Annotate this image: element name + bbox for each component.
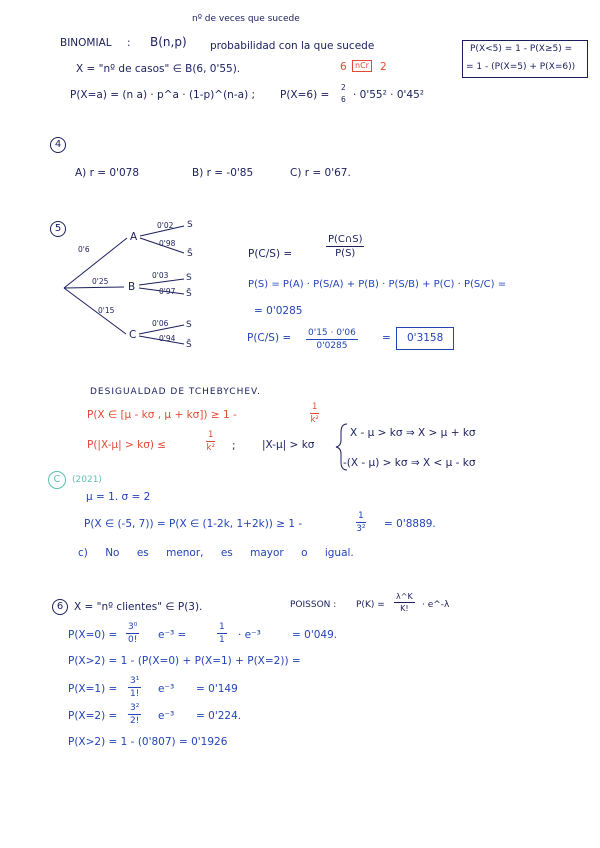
tree-c-s: 0'06 (152, 319, 169, 328)
problem4-number: 4 (50, 137, 66, 153)
p0-frac-num: 1 (219, 622, 225, 632)
binomial-variable: X = "nº de casos" ∈ B(6, 0'55). (76, 63, 241, 75)
tree-branch-b: 0'25 (92, 277, 109, 286)
cheb-ineq2-lhs: P(|X-μ| > kσ) ≤ (87, 439, 167, 451)
p1-lhs: P(X=1) = (68, 683, 118, 695)
total-value: = 0'0285 (254, 305, 303, 317)
problemC-answer: c) No es menor, es mayor o igual. (78, 547, 354, 559)
binomial-colon: : (127, 37, 131, 49)
problemC-params: μ = 1. σ = 2 (86, 491, 151, 503)
poisson-den: K! (400, 604, 409, 613)
note-n: nº de veces que sucede (192, 14, 300, 24)
tree-branch-c: 0'15 (98, 306, 115, 315)
poisson-lhs: P(K) = (356, 600, 385, 610)
total-probability: P(S) = P(A) · P(S/A) + P(B) · P(S/B) + P(C) · P(S/C) = (248, 279, 507, 290)
p2-num: 3² (130, 703, 140, 713)
complement-line2: = 1 - (P(X=5) + P(X=6)) (466, 62, 576, 72)
p4-answer-c: C) r = 0'67. (290, 167, 351, 179)
leaf-b-s: S (186, 273, 192, 283)
note-p: probabilidad con la que sucede (210, 40, 375, 52)
red-six: 6 (340, 61, 347, 73)
tree-a-notS: 0'98 (159, 239, 176, 248)
problemC-result: = 0'8889. (384, 518, 436, 530)
result-den: 0'0285 (316, 341, 348, 351)
poisson-fraction (394, 592, 415, 613)
bayes-lhs: P(C/S) = (248, 248, 293, 260)
tree-b-s: 0'03 (152, 271, 169, 280)
problem5-number: 5 (50, 221, 66, 237)
cheb-ineq2-num: 1 (208, 430, 214, 440)
cheb-abs-cond: |X-μ| > kσ (262, 439, 315, 451)
tree-node-c: C (129, 329, 137, 341)
leaf-c-notS: S̄ (186, 340, 192, 350)
tree-branch-a: 0'6 (78, 245, 90, 254)
result-eq: = (382, 332, 391, 344)
pgt2-expand: P(X>2) = 1 - (P(X=0) + P(X=1) + P(X=2)) = (68, 655, 301, 667)
p0-num: 3⁰ (128, 622, 138, 632)
red-two: 2 (380, 61, 387, 73)
p0-fraction2 (217, 622, 227, 645)
p0-frac-den: 1 (219, 635, 225, 645)
p0-fraction (126, 622, 139, 645)
cheb-ineq1-lhs: P(X ∈ [μ - kσ , μ + kσ]) ≥ 1 - (87, 409, 237, 421)
leaf-c-s: S (186, 320, 192, 330)
p2-lhs: P(X=2) = (68, 710, 118, 722)
p1-result: = 0'149 (196, 683, 238, 695)
problem6-number: 6 (52, 599, 68, 615)
binomial-title: BINOMIAL (60, 37, 112, 49)
p2-result: = 0'224. (196, 710, 242, 722)
p6-rhs: · 0'55² · 0'45² (353, 89, 424, 101)
result-boxed: 0'3158 (396, 327, 454, 350)
p4-answer-b: B) r = -0'85 (192, 167, 254, 179)
p0-exp: e⁻³ = (158, 629, 187, 641)
p1-exp: e⁻³ (158, 683, 175, 695)
problemC-fraction (356, 511, 366, 534)
tree-a-s: 0'02 (157, 221, 174, 230)
p2-exp: e⁻³ (158, 710, 175, 722)
pgt2-final: P(X>2) = 1 - (0'807) = 0'1926 (68, 736, 228, 748)
poisson-num: λ^K (396, 592, 413, 601)
p4-answer-a: A) r = 0'078 (75, 167, 140, 179)
p0-exp2: · e⁻³ (238, 629, 261, 641)
tree-c-notS: 0'94 (159, 334, 176, 343)
complement-line1: P(X<5) = 1 - P(X≥5) = (470, 44, 573, 54)
p2-den: 2! (130, 716, 140, 726)
leaf-a-notS: S̄ (187, 249, 193, 259)
problemC-frac-den: 3² (356, 524, 366, 534)
problemC-letter: C (48, 471, 66, 489)
tree-node-a: A (130, 231, 138, 243)
cheb-ineq2-tail: ; (232, 440, 236, 452)
cheb-case1: X - μ > kσ ⇒ X > μ + kσ (350, 427, 476, 439)
p1-fraction (128, 676, 141, 699)
p1-num: 3¹ (130, 676, 140, 686)
cheb-ineq1-den: k² (310, 415, 319, 425)
problemC-frac-num: 1 (358, 511, 364, 521)
result-lhs: P(C/S) = (247, 332, 292, 344)
cheb-case2: -(X - μ) > kσ ⇒ X < μ - kσ (343, 457, 476, 469)
bayes-num: P(C∩S) (328, 234, 363, 245)
p6-binom-top: 2 (341, 83, 346, 92)
chebyshev-title: DESIGUALDAD DE TCHEBYCHEV. (90, 387, 261, 397)
binomial-notation: B(n,p) (150, 35, 187, 49)
p6-variable: X = "nº clientes" ∈ P(3). (74, 601, 203, 613)
p6-binom-bottom: 6 (341, 95, 346, 104)
problemC-prob-eq: P(X ∈ (-5, 7)) = P(X ∈ (1-2k, 1+2k)) ≥ 1 - (84, 518, 303, 530)
binomial-pmf: P(X=a) = (n a) · p^a · (1-p)^(n-a) ; (70, 89, 256, 101)
red-ncr: nCr (352, 60, 372, 72)
tree-b-notS: 0'97 (159, 287, 176, 296)
leaf-a-s: S (187, 220, 193, 230)
poisson-rhs: · e^-λ (422, 600, 450, 610)
poisson-label: POISSON : (290, 600, 337, 610)
p0-lhs: P(X=0) = (68, 629, 118, 641)
result-num: 0'15 · 0'06 (308, 328, 356, 338)
bayes-den: P(S) (335, 248, 356, 259)
p0-result: = 0'049. (292, 629, 338, 641)
p0-den: 0! (128, 635, 138, 645)
problemC-year: (2021) (72, 475, 102, 485)
cheb-ineq2-den: k² (206, 443, 215, 453)
p6-lhs: P(X=6) = (280, 89, 330, 101)
tree-node-b: B (128, 281, 136, 293)
cheb-ineq1-num: 1 (312, 402, 318, 412)
leaf-b-notS: S̄ (186, 289, 192, 299)
p2-fraction (128, 703, 141, 726)
p1-den: 1! (130, 689, 140, 699)
